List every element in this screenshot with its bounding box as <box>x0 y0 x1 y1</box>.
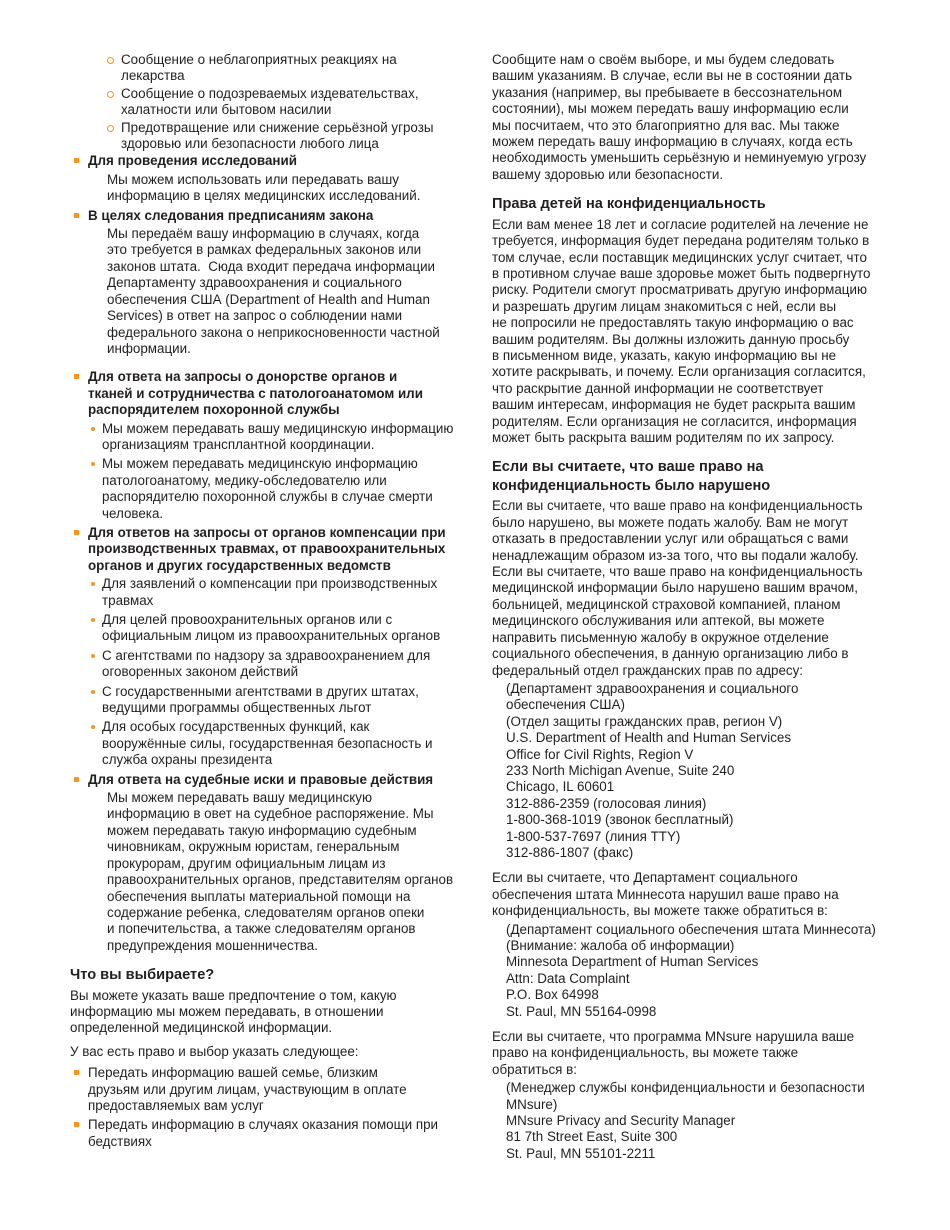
research-text: Мы можем использовать или передавать вашу информацию в целях медицинских исследований. <box>107 171 421 204</box>
research-item <box>70 153 472 204</box>
compensation-sublist <box>88 574 472 768</box>
mnsure-address: (Менеджер службы конфиденциальности и безопасности MNsure) MNsure Privacy and Security Manager 81 7th Street East, Suite 300 St. Paul, MN 55101-2211 <box>506 1080 865 1161</box>
right-column <box>492 52 898 1162</box>
list-item: Мы можем передавать медицинскую информацию патологоанатому, медику-обследователю или распорядителю похоронной службы в случае смерти человека. <box>102 456 472 522</box>
compensation-item <box>70 525 472 769</box>
list-item: Передать информацию в случаях оказания помощи при бедствиях <box>70 1117 472 1150</box>
children-heading: Права детей на конфиденциальность <box>492 196 766 213</box>
mn-dhs-text: Если вы считаете, что Департамент социального обеспечения штата Миннесота нарушил ваше право на конфиденциальность, вы можете также обратиться в: <box>492 870 839 919</box>
list-item: Сообщение о подозреваемых издевательствах, халатности или бытовом насилии <box>121 86 472 119</box>
law-heading: В целях следования предписаниям закона <box>88 207 374 223</box>
mnsure-text: Если вы считаете, что программа MNsure нарушила ваше право на конфиденциальность, вы можете также обратиться в: <box>492 1029 855 1077</box>
list-item: С агентствами по надзору за здравоохранением для оговоренных законом действий <box>102 648 472 681</box>
list-item: Для целей провоохранительных органов или с официальным лицом из правоохранительных органов <box>102 612 472 645</box>
violated-text: Если вы считаете, что ваше право на конфиденциальность было нарушено, вы можете подать жалобу. Вам не могут отказать в предоставлении услуг или обращаться с вами ненадлежащим образом из-за того, что вы подали жалобу. Если вы считаете, что ваше право на конфиденциальность медицинской информации было нарушено вашим врачом, больницей, медицинской страховой компанией, планом медицинского обслуживания или аптекой, вы можете направить письменную жалобу в окружное отделение социального обеспечения, в данную организацию либо в федеральный отдел гражданских прав по адресу: <box>492 498 863 678</box>
list-item: Для заявлений о компенсации при производственных травмах <box>102 576 472 609</box>
organ-donation-item <box>70 369 472 522</box>
disclosure-list <box>70 153 472 954</box>
choice-heading: Что вы выбираете? <box>70 967 215 984</box>
list-item: С государственными агентствами в других штатах, ведущими программы общественных льгот <box>102 684 472 717</box>
violated-heading: Если вы считаете, что ваше право на конфиденциальность было нарушено <box>492 459 771 494</box>
hhs-address: (Департамент здравоохранения и социального обеспечения США) (Отдел защиты гражданских прав, регион V) U.S. Department of Health and Human Services Office for Civil Rights, Region V 233 North Michigan Avenue, Suite 240 Chicago, IL 60601 312-886-2359 (голосовая линия) 1-800-368-1019 (звонок бесплатный) 1-800-537-7697 (линия TTY) 312-886-1807 (факс) <box>506 680 799 860</box>
left-column <box>70 52 472 1153</box>
list-item: Для особых государственных функций, как вооружённые силы, государственная безопасность и служба охраны президента <box>102 719 472 768</box>
compensation-heading: Для ответов на запросы от органов компенсации при производственных травмах, от правоохранительных органов и других государственных ведомств <box>88 524 446 573</box>
list-item: Мы можем передавать вашу медицинскую информацию организациям трансплантной координации. <box>102 421 472 454</box>
law-item <box>70 208 472 367</box>
children-text: Если вам менее 18 лет и согласие родителей на лечение не требуется, информация будет передана родителям только в том случае, если поставщик медицинских услуг считает, что в противном случае ваше здоровье может быть подвергнуто риску. Родители смогут просматривать другую информацию и разрешать другим лицам знакомиться с ней, если вы не попросили не предоставлять такую информацию о вас вашим родителям. Вы должны изложить данную просьбу в письменном виде, указать, какую информацию вы не хотите раскрывать, и почему. Если организация согласится, что раскрытие данной информации не соответствует вашим интересам, информация не будет раскрыта вашим родителям. Если организация не согласится, информация может быть раскрыта вашим родителям по их запросу. <box>492 216 871 446</box>
choice-rights-text: У вас есть право и выбор указать следующее: <box>70 1043 359 1059</box>
list-item: Передать информацию вашей семье, близким друзьям или другим лицам, участвующим в оплате предоставляемых вам услуг <box>70 1065 472 1114</box>
court-item <box>70 772 472 954</box>
court-text: Мы можем передавать вашу медицинскую информацию в овет на судебное распоряжение. Мы можем передавать такую информацию судебным чиновникам, окружным юристам, генеральным прокурорам, другим официальным лицам из правоохранительных органов, представителям органов обеспечения выплаты материальной помощи на содержание ребенка, следователям органов опеки и попечительства, а также следователям органов предупреждения мошенничества. <box>107 790 454 953</box>
organ-heading: Для ответа на запросы о донорстве органов и тканей и сотрудничества с патологоанатомом или распорядителем похоронной службы <box>88 369 423 418</box>
list-item: Предотвращение или снижение серьёзной угрозы здоровью или безопасности любого лица <box>121 120 472 153</box>
research-heading: Для проведения исследований <box>88 153 297 169</box>
organ-sublist <box>88 419 472 522</box>
choice-intro-text: Сообщите нам о своём выборе, и мы будем следовать вашим указаниям. В случае, если вы не в состоянии дать указания (например, вы пребываете в бессознательном состоянии), мы можем передать вашу информацию если мы посчитаем, что это благоприятно для вас. Мы также можем передать вашу информацию в случаях, когда есть необходимость уменьшить серьёзную и неминуемую угрозу вашему здоровью или безопасности. <box>492 52 867 182</box>
court-heading: Для ответа на судебные иски и правовые действия <box>88 771 434 787</box>
choice-paragraph: Вы можете указать ваше предпочтение о том, какую информацию мы можем передавать, в отношении определенной медицинской информации. <box>70 987 397 1036</box>
mn-dhs-address: (Департамент социального обеспечения штата Миннесота) (Внимание: жалоба об информации) Minnesota Department of Human Services Attn: Data Complaint P.O. Box 64998 St. Paul, MN 55164-0998 <box>506 921 876 1019</box>
list-item: Сообщение о неблагоприятных реакциях на лекарства <box>121 52 472 85</box>
choice-list <box>70 1065 472 1150</box>
law-text: Мы передаём вашу информацию в случаях, когда это требуется в рамках федеральных законов или законов штата. Сюда входит передача информации Департаменту здравоохранения и социального обеспечения США (Department of Health and Human Services) в ответ на запрос о соблюдении нами федерального закона о неприкосновенности частной информации. <box>107 226 440 356</box>
reporting-sublist <box>70 52 472 152</box>
